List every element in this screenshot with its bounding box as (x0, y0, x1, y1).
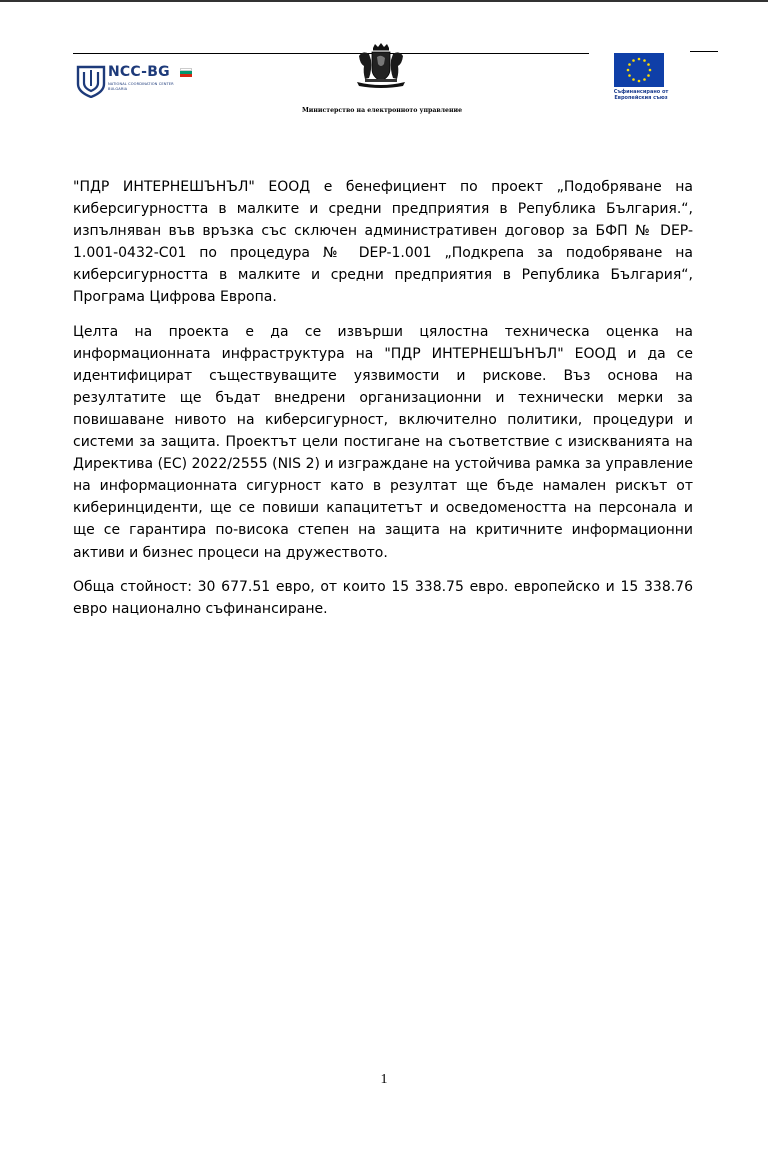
ncc-bg-logo (76, 64, 206, 100)
header-rule-short (690, 51, 718, 52)
bulgarian-coat-of-arms-icon (351, 42, 411, 90)
page-number: 1 (380, 1072, 388, 1087)
ncc-shield-icon (76, 64, 106, 98)
eu-caption-line-2: Европейския съюз (614, 95, 668, 101)
page-top-border (0, 0, 768, 2)
ncc-logo-subtitle-1: NATIONAL COORDINATION CENTER (108, 82, 174, 86)
ncc-logo-subtitle-2: BULGARIA (108, 87, 128, 91)
eu-cofunding-logo (610, 53, 672, 103)
document-body (73, 176, 693, 632)
paragraph-project-goal: Целта на проекта е да се извърши цялостна техническа оценка на информационната инфраструктура на "ПДР ИНТЕРНЕШЪНЪЛ" ЕООД и да се идентифицират съществуващите уязвимости и рискове. Въз основа на резултатите ще бъдат внедрени организационни и технически мерки за повишаване нивото на киберсигурност, включително политики, процедури и системи за защита. Проектът цели постигане на съответствие с изискванията на Директива (ЕС) 2022/2555 (NIS 2) и изграждане на устойчива рамка за управление на информационната сигурност като в резултат ще бъде намален рискът от киберинциденти, ще се повиши капацитетът и осведомеността на персонала и ще се гарантира по-висока степен на защита на критичните информационни активи и бизнес процеси на дружеството. (73, 323, 693, 561)
header-rule (73, 53, 589, 54)
paragraph-beneficiary: "ПДР ИНТЕРНЕШЪНЪЛ" ЕООД е бенефициент по проект „Подобряване на киберсигурността в малките и средни предприятия в Република България.“, изпълняван във връзка със сключен административен договор за БФП № DEP-1.001-0432-C01 по процедура № DEP-1.001 „Подкрепа за подобряване на киберсигурността в малките и средни предприятия в Република България“, Програма Цифрова Европа. (73, 179, 693, 306)
bulgarian-flag-icon (180, 68, 192, 77)
eu-caption-line-1: Съфинансирано от (613, 89, 669, 95)
paragraph-total-value: Обща стойност: 30 677.51 евро, от които 15 338.75 евро. европейско и 15 338.76 евро национално съфинансиране. (73, 578, 693, 617)
eu-flag-icon (614, 53, 664, 87)
ministry-name: Министерство на електронното управление (301, 107, 463, 114)
ncc-logo-title: NCC-BG (108, 64, 170, 80)
